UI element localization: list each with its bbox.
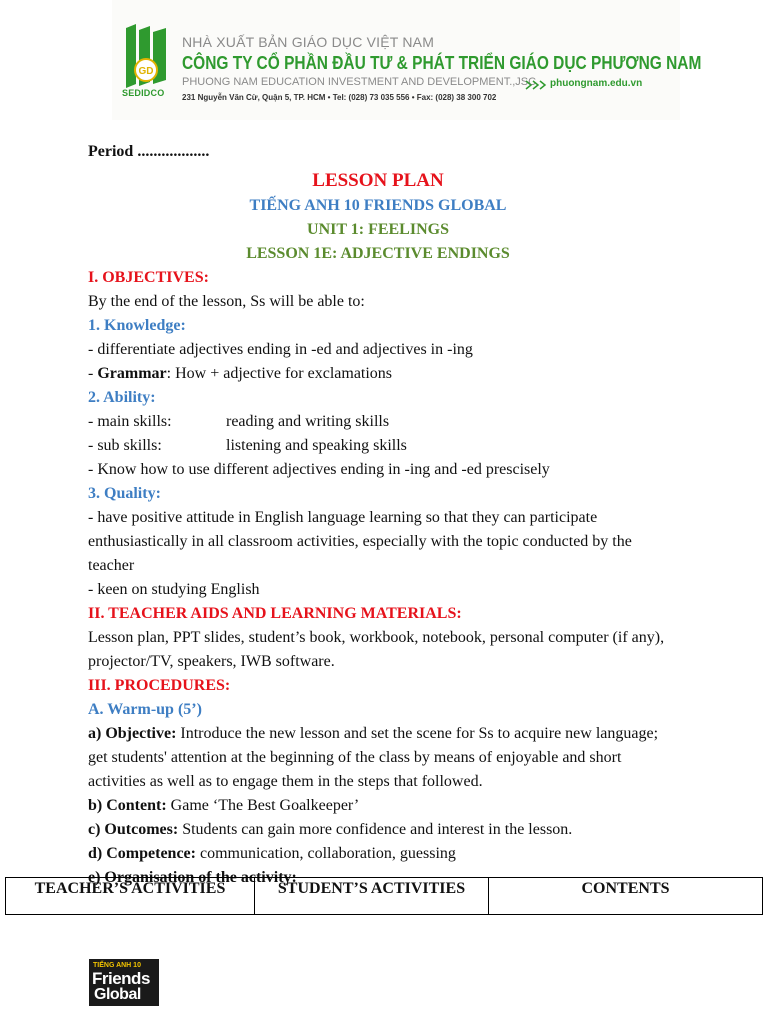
content-label: b) Content: [88,797,167,814]
knowledge-item-2-text: : How + adjective for exclamations [166,365,393,382]
period-line: Period .................. [88,143,210,160]
knowledge-item-2 [88,362,688,386]
website-link[interactable]: phuongnam.edu.vn [550,78,643,89]
friends-global-logo-word1: Friends [92,969,150,988]
objective-item [88,722,678,794]
document-title: LESSON PLAN [312,170,444,191]
content-item [88,794,688,818]
objective-text: Introduce the new lesson and set the scene for Ss to acquire new language; get students' attention at the beginning of the class by means of enjoyable and short activities as well as to engage them in the steps that followed. [88,725,659,790]
organisation-heading: e) Organisation of the activity: [88,869,297,886]
ability-item-1-value: reading and writing skills [226,413,390,430]
logo-label: SEDIDCO [122,88,165,98]
competence-label: d) Competence: [88,845,196,862]
company-english-name: PHUONG NAM EDUCATION INVESTMENT AND DEVELOPMENT.,JSC [182,76,537,88]
svg-text:GD: GD [138,66,154,77]
company-name: CÔNG TY CỔ PHẦN ĐẦU TƯ & PHÁT TRIỂN GIÁO DỤC PHƯƠNG NAM [182,53,702,73]
ability-item-3: - Know how to use different adjectives ending in -ing and -ed prescisely [88,461,550,478]
knowledge-heading: 1. Knowledge: [88,317,186,334]
table-header-student: STUDENT’S ACTIVITIES [255,878,489,915]
table-header-contents: CONTENTS [489,878,763,915]
objective-label: a) Objective: [88,725,177,742]
unit-heading: UNIT 1: FEELINGS [307,221,449,238]
friends-global-logo-word2: Global [94,986,141,1003]
competence-item [88,842,688,866]
document-subtitle: TIẾNG ANH 10 FRIENDS GLOBAL [249,197,507,214]
friends-global-logo [89,959,159,1006]
company-address: 231 Nguyễn Văn Cừ, Quận 5, TP. HCM • Tel: (028) 73 035 556 • Fax: (028) 38 300 702 [182,93,497,102]
ability-item-1-label: - main skills: [88,413,172,430]
quality-heading: 3. Quality: [88,485,161,502]
ability-item-2 [88,434,688,458]
outcomes-item [88,818,688,842]
knowledge-item-2-prefix: - [88,365,98,382]
lesson-heading: LESSON 1E: ADJECTIVE ENDINGS [246,245,510,262]
quality-item-2: - keen on studying English [88,581,260,598]
table-header-row [6,878,763,915]
warmup-heading: A. Warm-up (5’) [88,701,202,718]
procedures-heading: III. PROCEDURES: [88,677,231,694]
ability-item-2-value: listening and speaking skills [226,437,407,454]
grammar-label: Grammar [97,365,167,382]
aids-text: Lesson plan, PPT slides, student’s book, workbook, notebook, personal computer (if any), projector/TV, speakers, IWB software. [88,629,665,670]
table-header-teacher: TEACHER’S ACTIVITIES [6,878,255,915]
content-text: Game ‘The Best Goalkeeper’ [166,797,360,814]
publisher-name: NHÀ XUẤT BẢN GIÁO DỤC VIỆT NAM [182,34,435,50]
friends-global-logo-top: TIẾNG ANH 10 [93,962,141,969]
aids-heading: II. TEACHER AIDS AND LEARNING MATERIALS: [88,605,462,622]
ability-heading: 2. Ability: [88,389,156,406]
ability-item-2-label: - sub skills: [88,437,162,454]
knowledge-item-1: - differentiate adjectives ending in -ed and adjectives in -ing [88,341,473,358]
ability-item-1 [88,410,688,434]
competence-text: communication, collaboration, guessing [195,845,456,862]
outcomes-text: Students can gain more confidence and interest in the lesson. [178,821,573,838]
document-body [88,140,688,890]
objectives-intro: By the end of the lesson, Ss will be able to: [88,293,365,310]
chevron-right-icon [525,80,547,90]
objectives-heading: I. OBJECTIVES: [88,269,209,286]
outcomes-label: c) Outcomes: [88,821,179,838]
activities-table [5,877,763,915]
quality-item-1: - have positive attitude in English language learning so that they can participate enthusiastically in all classroom activities, especially with the topic conducted by the teacher [88,509,632,574]
